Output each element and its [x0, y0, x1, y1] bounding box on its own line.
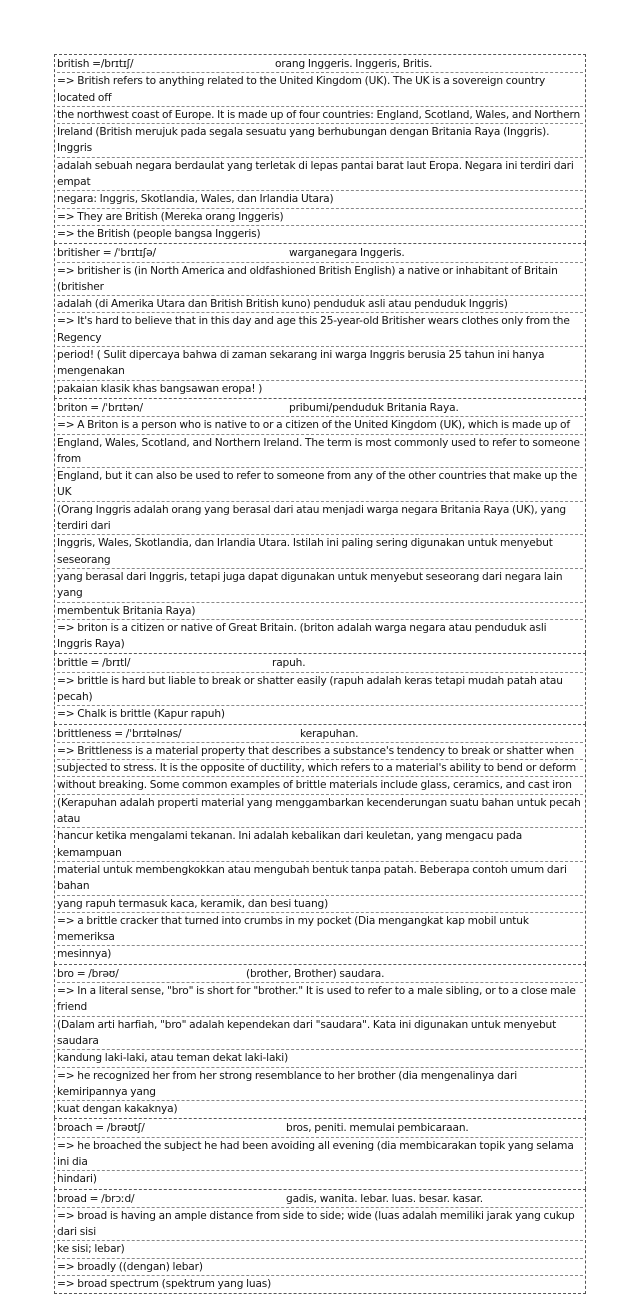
entry-term: british =/brɪtɪʃ/ [57, 58, 134, 70]
entry-text-line: membentuk Britania Raya) [57, 603, 583, 620]
entry-text-line: => broadly ((dengan) lebar) [57, 1259, 583, 1276]
entry-text-line: ke sisi; lebar) [57, 1241, 583, 1258]
entry-term: briton = /ˈbrɪtən/ [57, 401, 143, 414]
entry-meaning: gadis, wanita. lebar. luas. besar. kasar. [286, 1192, 483, 1205]
entry-british [54, 54, 586, 243]
entry-headline [57, 655, 583, 672]
entry-text-line: => briton is a citizen or native of Great Britain. (briton adalah warga negara atau penduduk asli Inggris Raya) [57, 621, 547, 651]
entry-text-line: yang berasal dari Inggris, tetapi juga dapat digunakan untuk menyebut seseorang dari negara lain yang [57, 569, 583, 603]
entry-text-line: material untuk membengkokkan atau mengubah bentuk tanpa patah. Beberapa contoh umum dari bahan [57, 862, 583, 896]
entry-meaning: kerapuhan. [300, 727, 359, 740]
entry-text-line: kuat dengan kakaknya) [57, 1103, 178, 1116]
entry-text-line: adalah sebuah negara berdaulat yang terletak di lepas pantai barat laut Eropa. Negara ini terdiri dari empat [57, 158, 583, 192]
entry-text-line: yang rapuh termasuk kaca, keramik, dan besi tuang) [57, 896, 583, 913]
entry-term: brittle = /brɪtl/ [57, 657, 131, 670]
entry-text-line: => They are British (Mereka orang Inggeris) [57, 209, 583, 226]
entry-bro [54, 964, 586, 1119]
entry-text-line: hancur ketika mengalami tekanan. Ini adalah kebalikan dari keuletan, yang mengacu pada kemampuan [57, 828, 583, 862]
entry-text-line: Inggris, Wales, Skotlandia, dan Irlandia Utara. Istilah ini paling sering digunakan untuk menyebut seseorang [57, 535, 583, 569]
entry-term: broad = /brɔːd/ [57, 1192, 135, 1205]
entry-meaning: rapuh. [272, 657, 306, 670]
entry-headline [57, 1120, 583, 1137]
entry-headline [57, 966, 583, 983]
entry-meaning: (brother, Brother) saudara. [246, 967, 385, 980]
entry-meaning: warganegara Inggeris. [289, 247, 405, 260]
entry-text-line: => It's hard to believe that in this day and age this 25-year-old Britisher wears clothes only from the Regency [57, 313, 583, 347]
entry-text-line: => broad spectrum (spektrum yang luas) [57, 1278, 272, 1291]
entry-britisher [54, 243, 586, 398]
entry-broach [54, 1118, 586, 1188]
entry-headline [57, 1191, 583, 1208]
entry-term: brittleness = /ˈbrɪtəlnəs/ [57, 727, 182, 740]
entry-term: britisher = /ˈbrɪtɪʃə/ [57, 247, 156, 260]
entry-text-line: (Kerapuhan adalah properti material yang menggambarkan kecenderungan suatu bahan untuk pecah atau [57, 795, 583, 829]
entry-headline [57, 245, 583, 262]
entry-meaning: bros, peniti. memulai pembicaraan. [286, 1122, 469, 1135]
entry-text-line: => britisher is (in North America and oldfashioned British English) a native or inhabitant of Britain (britisher [57, 263, 583, 297]
entry-text-line: adalah (di Amerika Utara dan British British kuno) penduduk asli atau penduduk Inggris) [57, 296, 583, 313]
entry-text-line: the northwest coast of Europe. It is made up of four countries: England, Scotland, Wales, and Northern [57, 107, 583, 124]
entry-term: bro = /brəʊ/ [57, 967, 119, 980]
entry-text-line: period! ( Sulit dipercaya bahwa di zaman sekarang ini warga Inggris berusia 25 tahun ini hanya mengenakan [57, 347, 583, 381]
entry-text-line: => the British (people bangsa Inggeris) [57, 227, 261, 240]
entry-meaning: orang Inggeris. Inggeris, Britis. [275, 58, 433, 70]
entry-text-line: negara: Inggris, Skotlandia, Wales, dan Irlandia Utara) [57, 191, 583, 208]
entry-text-line: => Brittleness is a material property that describes a substance's tendency to break or shatter when [57, 743, 583, 760]
entry-brittleness [54, 724, 586, 964]
entry-text-line: => British refers to anything related to the United Kingdom (UK). The UK is a sovereign country located off [57, 73, 583, 107]
entry-brittle [54, 653, 586, 723]
entry-text-line: mesinnya) [57, 948, 112, 961]
entry-text-line: Ireland (British merujuk pada segala sesuatu yang berhubungan dengan Britania Raya (Inggris). Inggris [57, 124, 583, 158]
entry-term: broach = /brəʊtʃ/ [57, 1122, 145, 1135]
entry-text-line: subjected to stress. It is the opposite of ductility, which refers to a material's ability to bend or deform [57, 760, 583, 777]
entry-text-line: => brittle is hard but liable to break or shatter easily (rapuh adalah keras tetapi mudah patah atau pecah) [57, 673, 583, 707]
entry-text-line: without breaking. Some common examples of brittle materials include glass, ceramics, and cast iron [57, 777, 583, 794]
entry-text-line: => broad is having an ample distance from side to side; wide (luas adalah memiliki jarak yang cukup dari sisi [57, 1208, 583, 1242]
entry-text-line: => In a literal sense, "bro" is short for "brother." It is used to refer to a male sibling, or to a close male friend [57, 983, 583, 1017]
dictionary-page [54, 54, 586, 1294]
entry-headline [57, 726, 583, 743]
entry-text-line: kandung laki-laki, atau teman dekat laki-laki) [57, 1050, 583, 1067]
entry-text-line: => Chalk is brittle (Kapur rapuh) [57, 708, 225, 721]
entry-broad [54, 1189, 586, 1294]
entry-text-line: pakaian klasik khas bangsawan eropa! ) [57, 382, 263, 395]
entry-text-line: hindari) [57, 1173, 97, 1186]
entry-text-line: England, but it can also be used to refer to someone from any of the other countries that make up the UK [57, 468, 583, 502]
entry-text-line: => a brittle cracker that turned into crumbs in my pocket (Dia mengangkat kap mobil untuk memeriksa [57, 913, 583, 947]
entry-headline [57, 400, 583, 417]
entry-text-line: (Dalam arti harfiah, "bro" adalah kependekan dari "saudara". Kata ini digunakan untuk menyebut saudara [57, 1017, 583, 1051]
entry-headline [57, 56, 583, 73]
entry-text-line: England, Wales, Scotland, and Northern Ireland. The term is most commonly used to refer to someone from [57, 435, 583, 469]
entry-text-line: (Orang Inggris adalah orang yang berasal dari atau menjadi warga negara Britania Raya (UK), yang terdiri dari [57, 502, 583, 536]
entry-text-line: => A Briton is a person who is native to or a citizen of the United Kingdom (UK), which is made up of [57, 417, 583, 434]
entry-briton [54, 398, 586, 653]
entry-text-line: => he broached the subject he had been avoiding all evening (dia membicarakan topik yang selama ini dia [57, 1138, 583, 1172]
entry-meaning: pribumi/penduduk Britania Raya. [289, 401, 459, 414]
entry-text-line: => he recognized her from her strong resemblance to her brother (dia mengenalinya dari kemiripannya yang [57, 1068, 583, 1102]
